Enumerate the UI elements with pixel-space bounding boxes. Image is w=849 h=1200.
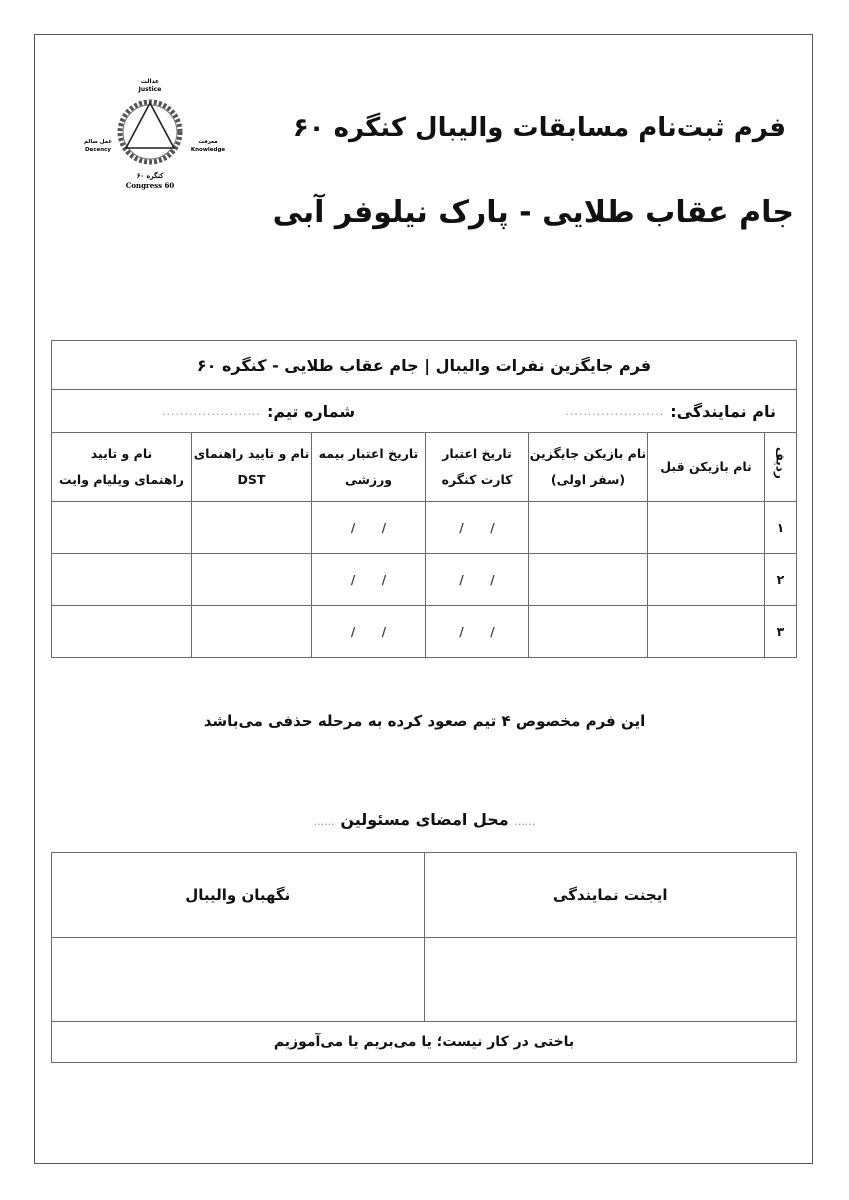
representation-field[interactable] [565,402,776,421]
insurance-date-cell[interactable]: / / [312,606,426,658]
replacement-player-cell[interactable] [529,502,648,554]
guardian-signature-box[interactable] [52,938,425,1022]
logo-right-fa: معرفت [198,139,218,145]
replacement-player-cell[interactable] [529,554,648,606]
team-number-label: شماره تیم: [266,401,356,421]
replacement-player-cell[interactable] [529,606,648,658]
form-title: فرم ثبت‌نام مسابقات والیبال کنگره ۶۰ [292,113,786,143]
agent-label: ایجنت نمایندگی [424,853,797,938]
column-header-dst-guide: نام و تایید راهنمای DST [192,433,312,502]
table-row [52,606,797,658]
signatures-title: محل امضای مسئولین [340,810,509,829]
motto: باختی در کار نیست؛ یا می‌بریم یا می‌آموزیم [52,1022,797,1063]
signatures-table [51,852,797,1063]
dst-guide-cell[interactable] [192,606,312,658]
previous-player-cell[interactable] [648,502,765,554]
dst-guide-cell[interactable] [192,554,312,606]
guardian-label: نگهبان والیبال [52,853,425,938]
info-row [52,390,797,433]
column-header-william-white-guide: نام و تایید راهنمای ویلیام وایت [52,433,192,502]
column-header-insurance-date: تاریخ اعتبار بیمه ورزشی [312,433,426,502]
insurance-date-cell[interactable]: / / [312,502,426,554]
logo-top-fa: عدالت [140,78,160,85]
table-title: فرم جایگزین نفرات والیبال | جام عقاب طلایی - کنگره ۶۰ [52,341,797,390]
column-header-previous-player: نام بازیکن قبل [648,433,765,502]
column-header-card-date: تاریخ اعتبار کارت کنگره [426,433,529,502]
card-date-cell[interactable]: / / [426,606,529,658]
congress-60-logo [70,70,230,200]
table-row [52,554,797,606]
replacement-players-table [51,340,797,658]
team-number-field[interactable] [162,402,355,421]
team-number-input[interactable]: ...................... [162,404,261,418]
dst-guide-cell[interactable] [192,502,312,554]
william-white-guide-cell[interactable] [52,606,192,658]
logo-left-en: Decency [84,147,112,153]
row-number: ۳ [765,606,797,658]
william-white-guide-cell[interactable] [52,502,192,554]
table-header-row [52,433,797,502]
form-subtitle: جام عقاب طلایی - پارک نیلوفر آبی [272,195,794,230]
representation-input[interactable]: ...................... [565,404,665,418]
logo-bottom-en: Congress 60 [125,181,175,190]
column-header-replacement-player: نام بازیکن جایگزین (سفر اولی) [529,433,648,502]
triangle-wreath-logo-icon [70,70,230,200]
representation-label: نام نمایندگی: [670,401,776,421]
signatures-heading: ...... محل امضای مسئولین ...... [313,810,536,829]
row-number: ۱ [765,502,797,554]
row-number: ۲ [765,554,797,606]
william-white-guide-cell[interactable] [52,554,192,606]
insurance-date-cell[interactable]: / / [312,554,426,606]
agent-signature-box[interactable] [424,938,797,1022]
previous-player-cell[interactable] [648,606,765,658]
logo-bottom-fa: کنگره ۶۰ [136,171,164,180]
previous-player-cell[interactable] [648,554,765,606]
table-row [52,502,797,554]
logo-right-en: Knowledge [190,147,226,153]
card-date-cell[interactable]: / / [426,554,529,606]
form-note: این فرم مخصوص ۴ تیم صعود کرده به مرحله حذفی می‌باشد [203,712,646,730]
logo-left-fa: عمل سالم [83,139,113,145]
logo-top-en: Justice [138,86,162,93]
column-header-radif: ردیف [765,433,797,502]
card-date-cell[interactable]: / / [426,502,529,554]
